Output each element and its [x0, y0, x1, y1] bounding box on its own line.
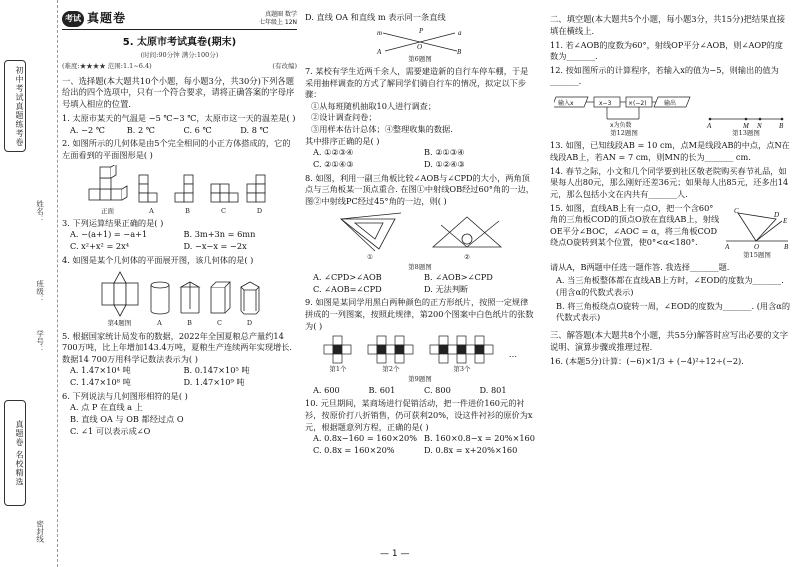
q2-option-b — [173, 173, 203, 216]
question-10: 10. 元旦期间，某商场进行促销活动，把一件进价160元的衬衫，按原价打八折销售，仍可获利20%，设这件衬衫的原价为x元，根据题意列方程，正确的是( ) — [305, 398, 533, 432]
meta-subject: 真题圈 数学 — [265, 10, 297, 18]
question-6: 6. 下列说法与几何图形相符的是( ) — [62, 390, 188, 401]
section-3-heading: 三、解答题(本大题共8个小题，共55分)解答时应写出必要的文字说明、演算步骤或推理过程. — [550, 329, 789, 352]
set-square-60-icon — [335, 211, 405, 253]
q9-figure: 第1个 第2个 第3个 … — [305, 335, 535, 374]
option: C. ②①④③ — [313, 158, 354, 169]
question-2: 2. 如图所示的几何体是由5个完全相同的小正方体搭成的，它的左面看到的平面图形是( ) — [62, 138, 291, 160]
option-label: C — [221, 206, 226, 215]
q7-tail: 其中排序正确的是( ) — [305, 135, 380, 146]
q15-option-b: B. 将三角板绕点O旋转一周，∠EOD的度数为_______. (用含α的代数式表示) — [556, 300, 791, 323]
seal-line-label: 密封线 — [35, 520, 45, 543]
flowchart-icon — [554, 91, 694, 129]
label-c: C — [734, 206, 739, 215]
section-2-heading: 二、填空题(本大题共5个小题，每小题3分，共15分)把结果直接填在横线上. — [550, 14, 786, 36]
figure-caption: 第9题图 — [408, 375, 432, 384]
label-a: A — [377, 47, 382, 55]
cuboid-icon — [208, 279, 232, 319]
label-a-line: a — [458, 28, 462, 37]
q4-option-d — [238, 279, 262, 328]
column-3 — [550, 10, 790, 367]
q8-figure — [305, 211, 535, 262]
paper-info-row — [62, 62, 297, 71]
meta-grade: 七年级上 12N — [258, 18, 297, 26]
pattern-caption: 第2个 — [382, 365, 400, 374]
q4-option-c — [208, 279, 232, 328]
q12-q13-figures — [550, 91, 790, 138]
label-b: B — [784, 242, 789, 251]
question-4: 4. 如图是某个几何体的平面展开图，该几何体的是( ) — [62, 254, 254, 265]
point-b: B — [779, 122, 784, 130]
option-label: D — [246, 319, 253, 328]
q8-options — [313, 272, 535, 295]
option: C. 6 ℃ — [183, 124, 212, 135]
multiply-box-label: ×(−2) — [628, 100, 647, 108]
label-e: E — [783, 216, 788, 225]
difficulty: (难度:★★★★ 范围:1.1~6.4) — [62, 62, 152, 71]
option: A. −(a+1) = −a+1 — [70, 229, 148, 240]
front-label: 正面 — [101, 206, 114, 215]
option: D. −x−x = −2x — [183, 241, 247, 252]
option: A. 0.8x−160 = 160×20% — [313, 433, 417, 444]
label-m: m — [377, 28, 383, 37]
strip-tab-bottom: 真题卷 名校精选 — [4, 400, 26, 506]
figure-caption: 第4题图 — [107, 319, 132, 328]
q4-net — [98, 269, 142, 328]
figure-caption: 第6题图 — [408, 54, 432, 63]
tile-pattern-icon — [367, 335, 415, 365]
q2-option-a — [137, 173, 167, 216]
q9-pattern-3 — [429, 335, 495, 374]
binding-strip — [0, 0, 58, 567]
q6-options — [70, 402, 297, 437]
option: A. 1.47×10⁴ 吨 — [70, 365, 131, 376]
output-box-label: 输出 — [664, 100, 677, 108]
intersecting-lines-icon — [375, 27, 465, 55]
question-12: 12. 按如图所示的计算程序，若输入x的值为−5，则输出的值为_______. — [550, 64, 779, 87]
question-16: 16. (本题5分)计算：(−6)×1/3 + (−4)²÷12÷(−2). — [550, 355, 744, 366]
grid-shape-icon — [209, 173, 239, 207]
q4-option-a — [148, 279, 172, 328]
option: C. 800 — [424, 384, 451, 395]
option: C. ∠1 可以表示成∠O — [70, 425, 151, 436]
series-title: 真题卷 — [87, 11, 127, 25]
number-field-label: 学号： — [35, 330, 45, 353]
header-meta — [259, 11, 297, 27]
label-o: O — [754, 242, 760, 251]
question-1: 1. 太原市某天的气温是 −5 ℃~3 ℃，太原市这一天的温差是( ) — [62, 113, 296, 123]
option: B. ∠AOB>∠CPD — [424, 271, 493, 282]
option: B. 601 — [368, 384, 396, 395]
subtract-box-label: x−3 — [599, 100, 612, 108]
figure-caption: 第13题图 — [732, 129, 760, 138]
cylinder-icon — [148, 279, 172, 319]
option-label: C — [217, 319, 222, 328]
pentagonal-prism-icon — [238, 279, 262, 319]
label-p: P — [419, 26, 424, 35]
sub-figure-label: ① — [367, 252, 373, 261]
q9-pattern-1 — [323, 335, 353, 374]
page-number: — 1 — — [380, 549, 410, 559]
grid-shape-icon — [245, 173, 275, 207]
question-9: 9. 如图是某同学用黑白两种颜色的正方形纸片，按照一定规律拼成的一列图案，按照此规律，第200个图案中白色纸片的张数为( ) — [305, 297, 534, 331]
class-field-label: 班级： — [35, 280, 45, 303]
question-13: 13. 如图，已知线段AB = 10 cm，点M是线段AB的中点，点N在线段AB上，若AN = 7 cm，则MN的长为_______ cm. — [550, 140, 790, 162]
step: ①从每班随机抽取10人进行调查； — [311, 100, 437, 111]
tile-pattern-icon — [429, 335, 495, 365]
q7-steps — [311, 101, 535, 136]
q3-options — [70, 229, 297, 252]
q12-flowchart — [554, 91, 694, 138]
exam-seal-icon: 考试 — [62, 11, 84, 27]
label-d: D — [774, 210, 780, 219]
q4-option-b — [178, 279, 202, 328]
figure-caption: 第15题图 — [743, 250, 771, 259]
grid-shape-icon — [173, 173, 203, 207]
option: C. ∠AOB=∠CPD — [313, 283, 382, 294]
loop-condition-label: x为负数 — [610, 122, 632, 130]
q5-options — [70, 365, 297, 388]
q15-figure — [724, 201, 790, 260]
q2-solid — [85, 165, 131, 216]
name-field-label: 姓名： — [35, 200, 45, 223]
prism-net-icon — [98, 269, 142, 319]
option-label: A — [157, 319, 162, 328]
option: D. 1.47×10⁹ 吨 — [183, 377, 245, 388]
label-a: A — [725, 242, 730, 251]
section-1-heading: 一、选择题(本大题共10个小题，每小题3分，共30分)下列各题给出的四个选项中，只有一个符合要求，请将正确答案的字母序号填入相应的位置. — [62, 75, 295, 110]
set-square-45-icon — [429, 211, 505, 253]
triangular-prism-icon — [178, 279, 202, 319]
q6-option-d: D. 直线 OA 和直线 m 表示同一条直线 — [305, 12, 446, 22]
option-label: B — [187, 319, 192, 328]
sub-figure-label: ② — [464, 252, 470, 261]
input-box-label: 输入x — [558, 100, 574, 108]
strip-tab-top: 初中考试真题练考卷 — [4, 60, 26, 152]
option: A. −2 ℃ — [70, 124, 105, 135]
point-m: M — [743, 122, 749, 130]
pattern-caption: 第1个 — [329, 365, 347, 374]
option: A. 600 — [313, 384, 340, 395]
paper-info: (时间:90分钟 满分:100分) — [140, 51, 219, 60]
option: C. 1.47×10⁸ 吨 — [70, 377, 131, 388]
option: C. x²+x² = 2x⁴ — [70, 241, 130, 252]
option-label: B — [185, 206, 190, 215]
option: D. 无法判断 — [424, 283, 469, 294]
q15-choice: 请从A，B两题中任选一题作答. 我选择_______题. — [550, 261, 730, 272]
q2-figure — [62, 165, 297, 216]
question-14: 14. 春节之际，小文和几个同学要到社区敬老院购买春节礼品，如果每人出80元，那么刚好还差36元；如果每人出85元，还多出14元，那么包括小文在内共有_______人. — [550, 165, 789, 199]
option: B. 3m+3n = 6mn — [183, 229, 256, 240]
column-2 — [305, 10, 535, 456]
step: ③用样本估计总体；④整理收集的数据. — [311, 124, 453, 135]
option: D. 801 — [479, 384, 507, 395]
label-o: O — [417, 42, 423, 51]
q6-figure — [305, 27, 535, 64]
option: B. 0.147×10⁵ 吨 — [183, 365, 250, 376]
q15-option-a: A. 当三角板整体都在直线AB上方时，∠EOD的度数为_______. (用含α的代数式表示) — [556, 275, 784, 298]
option: A. ①②③④ — [313, 147, 354, 158]
question-5: 5. 根据国家统计局发布的数据，2022年全国夏粮总产量约14 700万吨，比上年增加143.4万吨，夏粮生产连续两年实现增长. 数据14 700万用科学记数法表示为( ) — [62, 330, 292, 364]
option: A. ∠CPD>∠AOB — [313, 271, 382, 282]
brand — [62, 10, 126, 27]
q2-option-c — [209, 173, 239, 216]
option: C. 0.8x = 160×20% — [313, 444, 395, 455]
option: D. 8 ℃ — [240, 124, 269, 135]
option: B. 160×0.8−x = 20%×160 — [424, 433, 535, 444]
point-n: N — [757, 122, 762, 130]
cube-stack-icon — [85, 165, 131, 207]
option: A. 点 P 在直线 a 上 — [70, 402, 143, 413]
q9-options — [313, 385, 535, 397]
option: D. 0.8x = x+20%×160 — [424, 444, 518, 455]
line-segment-icon — [706, 109, 786, 129]
figure-caption: 第8题图 — [408, 262, 432, 271]
q13-segment — [706, 109, 786, 138]
question-11: 11. 若∠AOB的度数为60°，射线OP平分∠AOB，则∠AOP的度数为_______. — [550, 39, 783, 62]
option-label: A — [149, 206, 154, 215]
question-3: 3. 下列运算结果正确的是( ) — [62, 217, 164, 228]
paper-title: 5. 太原市考试真卷(期末) — [122, 37, 237, 49]
point-a: A — [707, 122, 712, 130]
option: D. ①②④③ — [424, 158, 465, 169]
question-15: 15. 如图，直线AB上有一点O，把一个含60°角的三角板COD的顶点O放在直线AB上，射线OE平分∠BOC，∠AOC = α，将三角板COD绕点O旋转到某个位置，使0°<α<180°. — [550, 202, 720, 248]
q9-pattern-2 — [367, 335, 415, 374]
label-b: B — [457, 47, 462, 55]
grid-shape-icon — [137, 173, 167, 207]
q7-options — [313, 147, 535, 170]
header-bar — [62, 10, 297, 30]
q8-fig-2 — [429, 211, 505, 262]
q10-options — [313, 433, 535, 456]
q2-option-d — [245, 173, 275, 216]
option: B. 2 ℃ — [126, 124, 155, 135]
option: B. 直线 OA 与 OB 都经过点 O — [70, 414, 184, 425]
q1-options — [70, 125, 297, 137]
q4-figure — [62, 269, 297, 328]
step: ②设计调查问卷； — [311, 112, 377, 123]
option-label: D — [256, 206, 263, 215]
edition-note: (有改编) — [272, 62, 297, 71]
option: B. ②①③④ — [424, 147, 465, 158]
pattern-caption: 第3个 — [453, 365, 471, 374]
question-8: 8. 如图，利用一副三角板比较∠AOB与∠CPD的大小，两角顶点与三角板某一顶点重合. 在图①中射线OB经过60°角的一边，图②中射线PC经过45°角的一边，则( ) — [305, 172, 534, 206]
question-7: 7. 某校有学生近两千余人，需要建造新的自行车停车棚，于是采用抽样调查的方式了解同学们骑自行车的情况，拟定以下步骤： — [305, 65, 529, 100]
rotating-set-square-icon — [724, 207, 790, 251]
q15-block — [550, 201, 790, 260]
q8-fig-1 — [335, 211, 405, 262]
tile-pattern-icon — [323, 335, 353, 365]
column-1 — [62, 10, 297, 437]
figure-caption: 第12题图 — [610, 129, 638, 138]
